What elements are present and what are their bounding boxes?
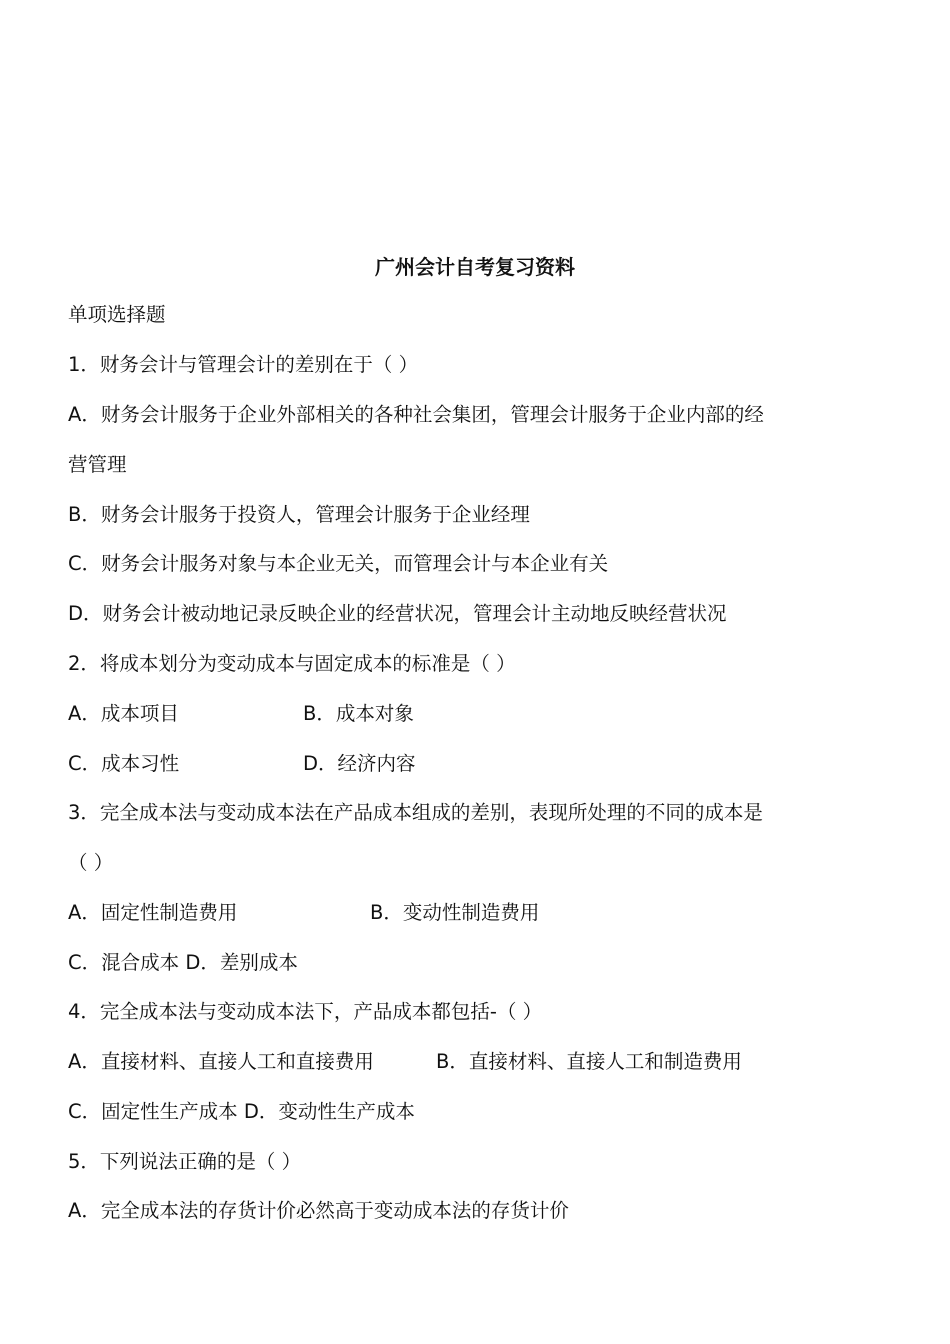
question-4-stem: 4．完全成本法与变动成本法下，产品成本都包括-（ ） [68,1000,543,1023]
question-5-stem: 5．下列说法正确的是（ ） [68,1150,302,1173]
question-1-option-a: A．财务会计服务于企业外部相关的各种社会集团，管理会计服务于企业内部的经 [68,403,764,426]
section-heading: 单项选择题 [68,303,166,326]
question-2-option-a: A．成本项目 [68,702,179,725]
question-1-option-b: B．财务会计服务于投资人，管理会计服务于企业经理 [68,503,530,526]
question-2-option-c: C．成本习性 [68,752,180,775]
question-1-option-c: C．财务会计服务对象与本企业无关，而管理会计与本企业有关 [68,552,609,575]
question-1-option-a-continued: 营管理 [68,453,127,476]
question-2-option-b: B．成本对象 [303,702,414,725]
question-4-options-c-d: C．固定性生产成本 D．变动性生产成本 [68,1100,415,1123]
question-3-options-c-d: C．混合成本 D．差别成本 [68,951,298,974]
question-2-option-d: D．经济内容 [303,752,416,775]
question-1-stem: 1．财务会计与管理会计的差别在于（ ） [68,353,419,376]
question-2-stem: 2．将成本划分为变动成本与固定成本的标准是（ ） [68,652,516,675]
question-3-stem: 3．完全成本法与变动成本法在产品成本组成的差别，表现所处理的不同的成本是 [68,801,763,824]
question-1-option-d: D．财务会计被动地记录反映企业的经营状况，管理会计主动地反映经营状况 [68,602,727,625]
document-title: 广州会计自考复习资料 [375,255,575,279]
question-5-option-a: A．完全成本法的存货计价必然高于变动成本法的存货计价 [68,1199,569,1222]
question-3-option-a: A．固定性制造费用 [68,901,238,924]
question-4-option-b: B．直接材料、直接人工和制造费用 [436,1050,742,1073]
question-4-option-a: A．直接材料、直接人工和直接费用 [68,1050,374,1073]
question-3-option-b: B．变动性制造费用 [370,901,540,924]
question-3-stem-continued: （ ） [68,851,114,874]
